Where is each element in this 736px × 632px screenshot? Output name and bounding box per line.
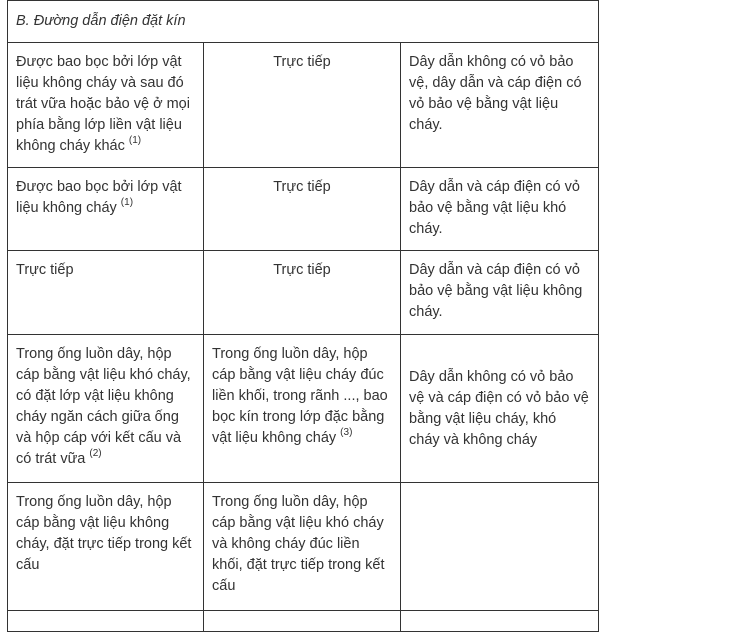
cell-text: Dây dẫn không có vỏ bảo vệ và cáp điện có vỏ bảo vệ bằng vật liệu cháy, khó cháy và không cháy [409, 369, 589, 448]
table-row-partial [8, 611, 599, 632]
cell-text: Trong ống luồn dây, hộp cáp bằng vật liệu không cháy, đặt trực tiếp trong kết cấu [16, 494, 192, 573]
footnote-marker: (1) [120, 197, 134, 209]
table-row [8, 251, 599, 335]
cell-text: Trong ống luồn dây, hộp cáp bằng vật liệu khó cháy và không cháy đúc liền khối, đặt trực tiếp trong kết cấu [212, 494, 385, 594]
cell-text: Trong ống luồn dây, hộp cáp bằng vật liệu khó cháy, có đặt lớp vật liệu không cháy ngăn cách giữa ống và hộp cáp với kết cấu và có trát vữa [16, 346, 191, 467]
table-cell [8, 611, 204, 632]
document-table-container [7, 0, 598, 632]
table-cell [204, 335, 401, 483]
cell-text: Trực tiếp [273, 262, 331, 278]
table-cell [204, 251, 401, 335]
wiring-table [7, 0, 599, 632]
table-cell [8, 483, 204, 611]
table-row [8, 483, 599, 611]
cell-text: Dây dẫn và cáp điện có vỏ bảo vệ bằng vật liệu khó cháy. [409, 179, 580, 237]
table-cell [401, 483, 599, 611]
footnote-marker: (2) [89, 448, 102, 460]
table-cell [204, 168, 401, 251]
table-cell [8, 168, 204, 251]
table-cell [401, 611, 599, 632]
table-row [8, 43, 599, 168]
cell-text: Dây dẫn không có vỏ bảo vệ, dây dẫn và cáp điện có vỏ bảo vệ bằng vật liệu cháy. [409, 54, 582, 133]
table-cell [401, 251, 599, 335]
cell-text: Trực tiếp [273, 179, 331, 195]
table-cell [204, 43, 401, 168]
table-cell [204, 483, 401, 611]
table-row [8, 168, 599, 251]
cell-text: Trong ống luồn dây, hộp cáp bằng vật liệu cháy đúc liền khối, trong rãnh ..., bao bọc kín trong lớp đặc bằng vật liệu không cháy [212, 346, 388, 446]
cell-text: Dây dẫn và cáp điện có vỏ bảo vệ bằng vật liệu không cháy. [409, 262, 583, 320]
table-cell [204, 611, 401, 632]
table-row [8, 335, 599, 483]
table-cell [8, 251, 204, 335]
table-cell [401, 168, 599, 251]
cell-text: Được bao bọc bởi lớp vật liệu không cháy và sau đó trát vữa hoặc bảo vệ ở mọi phía bằng lớp liền vật liệu không cháy khác [16, 54, 190, 154]
table-cell [401, 335, 599, 483]
section-title: B. Đường dẫn điện đặt kín [8, 1, 599, 43]
cell-text: Trực tiếp [16, 262, 74, 278]
table-cell [8, 335, 204, 483]
table-cell [401, 43, 599, 168]
footnote-marker: (3) [340, 427, 353, 439]
cell-text: Được bao bọc bởi lớp vật liệu không cháy [16, 179, 182, 216]
cell-text: Trực tiếp [273, 54, 331, 70]
footnote-marker: (1) [128, 135, 142, 147]
table-cell [8, 43, 204, 168]
section-row [8, 1, 599, 43]
